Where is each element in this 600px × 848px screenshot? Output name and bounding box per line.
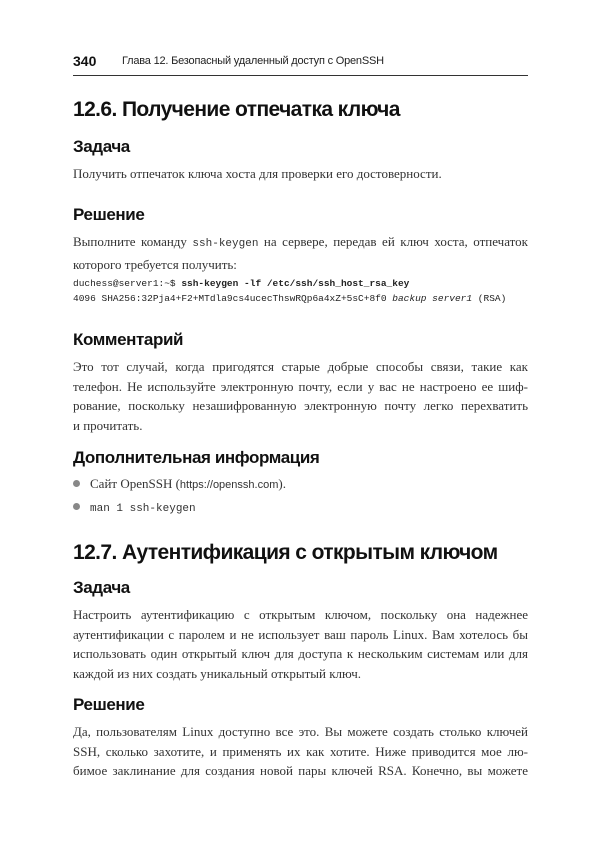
task-line: Настроить аутентификацию с открытым ключом, поскольку она надежнее xyxy=(73,607,528,622)
solution-line: SSH, сколько захотите, и применять их как хотите. Ниже приводится мое лю- xyxy=(73,743,528,759)
comment-line: телефон. Не используйте электронную почту, если у вас не настроено ее шиф- xyxy=(73,378,528,394)
solution-heading-2: Решение xyxy=(73,695,145,714)
comment-line: рование, поскольку незашифрованную электронную почту легко перехватить xyxy=(73,398,528,413)
task-paragraph xyxy=(73,164,528,184)
section-title-12-6: 12.6. Получение отпечатка ключа xyxy=(73,98,400,121)
man-command: man 1 ssh-keygen xyxy=(90,503,196,515)
task-line: использовать один открытый ключ для доступа к нескольким системам или для xyxy=(73,646,528,661)
solution-paragraph xyxy=(73,232,528,274)
comment-heading: Комментарий xyxy=(73,330,184,349)
comment-line: и прочитать. xyxy=(73,417,143,433)
openssh-link[interactable]: https://openssh.com xyxy=(179,479,279,491)
running-header xyxy=(73,53,528,76)
bullet-icon xyxy=(73,480,80,487)
solution-heading: Решение xyxy=(73,205,145,224)
key-comment: backup server1 xyxy=(392,293,473,304)
solution-paragraph-2 xyxy=(73,722,528,781)
task-paragraph-2 xyxy=(73,605,528,683)
list-item xyxy=(73,499,196,515)
list-item: Сайт OpenSSH (https://openssh.com). xyxy=(73,476,286,492)
task-heading-2: Задача xyxy=(73,578,130,597)
code-line-output: 4096 SHA256:32Pja4+F2+MTdla9cs4ucecThswRQp6a4xZ+5sC+8f0 backup server1 (RSA) xyxy=(73,293,507,304)
shell-command: ssh-keygen -lf /etc/ssh/ssh_host_rsa_key xyxy=(181,278,410,289)
chapter-title: Глава 12. Безопасный удаленный доступ с OpenSSH xyxy=(122,55,384,67)
more-info-heading: Дополнительная информация xyxy=(73,448,320,467)
task-line: каждой из них создать уникальный открытый ключ. xyxy=(73,665,361,681)
bullet-icon xyxy=(73,503,80,510)
inline-command: ssh-keygen xyxy=(192,238,259,250)
task-line: аутентификации с паролем и не использует ваш пароль Linux. Вам хотелось бы xyxy=(73,626,528,642)
shell-prompt: duchess@server1:~$ xyxy=(73,278,182,289)
page-number: 340 xyxy=(73,53,97,69)
comment-line: Это тот случай, когда пригодятся старые добрые способы связи, такие как xyxy=(73,359,528,374)
task-heading: Задача xyxy=(73,137,130,156)
comment-paragraph xyxy=(73,357,528,435)
solution-line-2: которого требуется получить: xyxy=(73,256,237,272)
code-line-command xyxy=(73,278,409,289)
solution-line-1: Выполните команду ssh-keygen на сервере, передав ей ключ хоста, отпечаток xyxy=(73,234,528,250)
task-text: Получить отпечаток ключа хоста для проверки его достоверности. xyxy=(73,166,442,181)
section-title-12-7: 12.7. Аутентификация с открытым ключом xyxy=(73,541,498,564)
solution-line: бимое заклинание для создания новой пары ключей RSA. Конечно, вы можете xyxy=(73,763,528,778)
solution-line: Да, пользователям Linux доступно все это. Вы можете создать столько ключей xyxy=(73,724,528,739)
